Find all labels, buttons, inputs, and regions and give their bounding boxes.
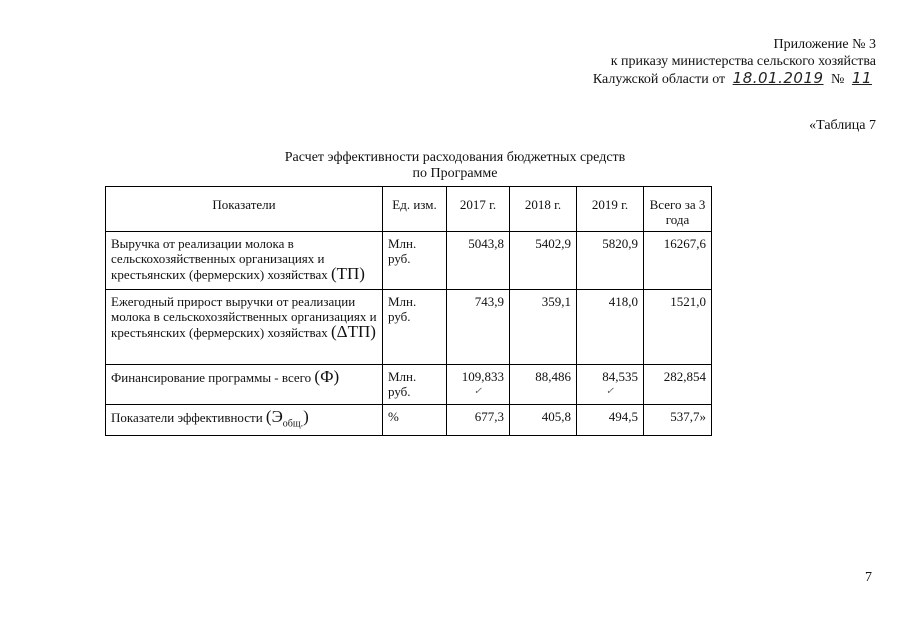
header-total: Всего за 3 года bbox=[644, 187, 712, 232]
row-unit: Млн. руб. bbox=[383, 365, 447, 405]
value-2019: 5820,9 bbox=[577, 232, 644, 290]
value-2019: 494,5 bbox=[577, 405, 644, 436]
handwritten-order-number: 11 bbox=[851, 69, 872, 87]
appendix-number: Приложение № 3 bbox=[773, 37, 876, 52]
table-label: «Таблица 7 bbox=[809, 118, 876, 133]
table-row bbox=[106, 365, 712, 405]
row-symbol: (Ф) bbox=[314, 367, 340, 386]
row-label: Ежегодный прирост выручки от реализации молока в сельскохозяйственных организациях и крестьянских (фермерских) хозяйствах (ΔТП) bbox=[106, 290, 383, 365]
page-number: 7 bbox=[865, 570, 872, 585]
row-unit: % bbox=[383, 405, 447, 436]
appendix-order-ref: к приказу министерства сельского хозяйства bbox=[610, 54, 876, 69]
row-label: Финансирование программы - всего (Ф) bbox=[106, 365, 383, 405]
appendix-header bbox=[593, 36, 876, 88]
handwritten-date: 18.01.2019 bbox=[732, 69, 824, 87]
row-symbol: $(Э_{общ.})$ bbox=[265, 407, 309, 430]
value-2019: 418,0 bbox=[577, 290, 644, 365]
table-row bbox=[106, 405, 712, 436]
order-number-label: № bbox=[831, 72, 845, 87]
header-2017: 2017 г. bbox=[447, 187, 510, 232]
row-symbol: (ТП) bbox=[330, 264, 365, 283]
title-line-2: по Программе bbox=[412, 166, 498, 181]
value-total: 16267,6 bbox=[644, 232, 712, 290]
header-2018: 2018 г. bbox=[510, 187, 577, 232]
value-2018: 405,8 bbox=[510, 405, 577, 436]
value-total: 1521,0 bbox=[644, 290, 712, 365]
value-2018: 5402,9 bbox=[510, 232, 577, 290]
value-2018: 88,486 bbox=[510, 365, 577, 405]
value-2017: 677,3 bbox=[447, 405, 510, 436]
value-total: 282,854 bbox=[644, 365, 712, 405]
value-2017: 743,9 bbox=[447, 290, 510, 365]
header-2019: 2019 г. bbox=[577, 187, 644, 232]
check-mark-icon: ✓ bbox=[473, 386, 483, 397]
row-label: Показатели эффективности $(Э_{общ.})$ bbox=[106, 405, 383, 436]
row-symbol: (ΔТП) bbox=[330, 322, 376, 341]
row-unit: Млн. руб. bbox=[383, 290, 447, 365]
table-header-row bbox=[106, 187, 712, 232]
check-mark-icon: ✓ bbox=[605, 386, 615, 397]
row-label: Выручка от реализации молока в сельскохозяйственных организациях и крестьянских (фермерских) хозяйствах (ТП) bbox=[106, 232, 383, 290]
document-title bbox=[230, 150, 680, 182]
row-unit: Млн. руб. bbox=[383, 232, 447, 290]
value-total: 537,7» bbox=[644, 405, 712, 436]
table-row bbox=[106, 232, 712, 290]
appendix-date-line bbox=[593, 70, 876, 88]
value-2017: 109,833 ✓ bbox=[447, 365, 510, 405]
value-2017: 5043,8 bbox=[447, 232, 510, 290]
table-row bbox=[106, 290, 712, 365]
title-line-1: Расчет эффективности расходования бюджетных средств bbox=[284, 150, 626, 165]
value-2018: 359,1 bbox=[510, 290, 577, 365]
value-2019: 84,535 ✓ bbox=[577, 365, 644, 405]
header-unit: Ед. изм. bbox=[383, 187, 447, 232]
efficiency-table bbox=[105, 186, 712, 436]
appendix-region-prefix: Калужской области от bbox=[592, 72, 726, 87]
header-indicators: Показатели bbox=[106, 187, 383, 232]
